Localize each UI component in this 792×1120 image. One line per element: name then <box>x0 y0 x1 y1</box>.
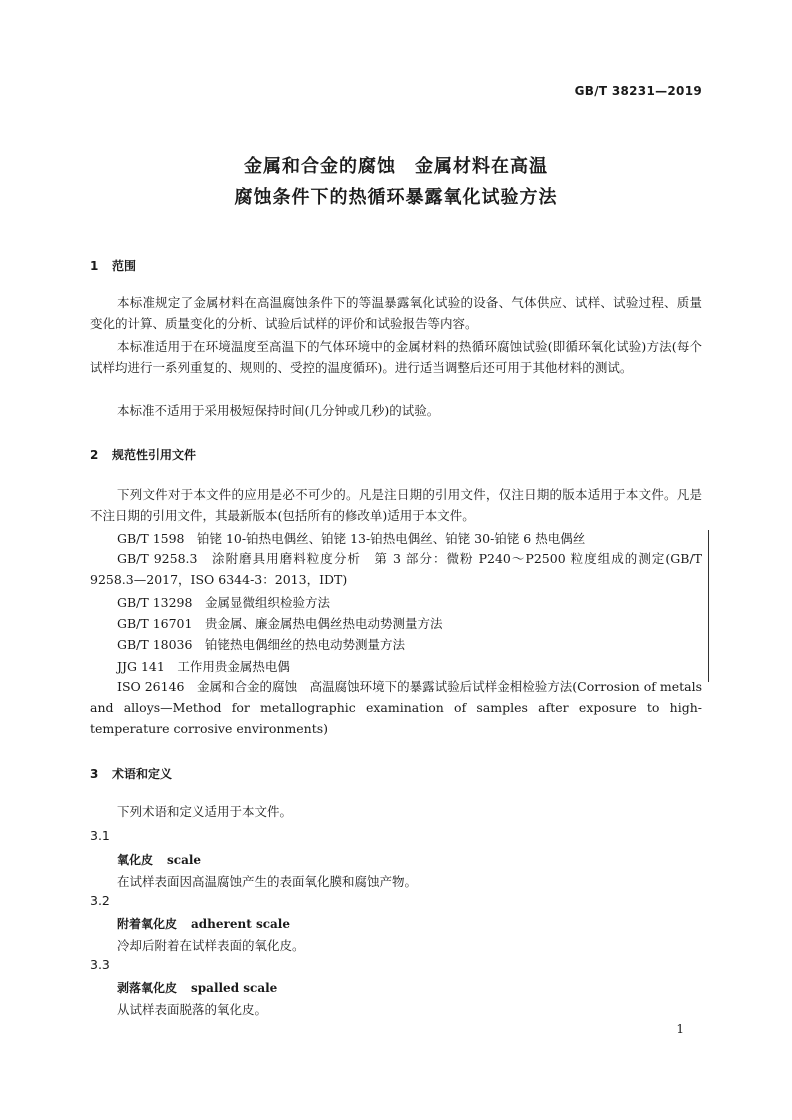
section-1-heading <box>90 257 136 274</box>
reference-item: GB/T 16701 贵金属、廉金属热电偶丝热电动势测量方法 <box>117 616 443 631</box>
term-en: adherent scale <box>191 917 290 931</box>
term-heading <box>117 979 277 996</box>
term-definition: 从试样表面脱落的氧化皮。 <box>117 1002 268 1017</box>
section-title: 术语和定义 <box>112 767 173 781</box>
page-number: 1 <box>676 1022 684 1036</box>
revision-bar <box>708 530 709 682</box>
term-number: 3.2 <box>90 893 110 908</box>
term-zh: 附着氧化皮 <box>117 917 178 931</box>
term-definition: 冷却后附着在试样表面的氧化皮。 <box>117 938 305 953</box>
term-number: 3.3 <box>90 957 110 972</box>
section-number: 2 <box>90 448 99 462</box>
term-heading <box>117 851 201 868</box>
term-definition: 在试样表面因高温腐蚀产生的表面氧化膜和腐蚀产物。 <box>117 874 418 889</box>
section-number: 1 <box>90 259 99 273</box>
reference-item: GB/T 13298 金属显微组织检验方法 <box>117 595 330 610</box>
standard-code: GB/T 38231—2019 <box>574 84 702 98</box>
terms-intro: 下列术语和定义适用于本文件。 <box>117 804 293 819</box>
term-zh: 氧化皮 <box>117 853 154 867</box>
term-number: 3.1 <box>90 828 110 843</box>
section-3-heading <box>90 765 172 782</box>
document-title-line-1: 金属和合金的腐蚀 金属材料在高温 <box>244 156 548 177</box>
reference-item: JJG 141 工作用贵金属热电偶 <box>117 659 290 674</box>
scope-paragraph-3: 本标准不适用于采用极短保持时间(几分钟或几秒)的试验。 <box>117 403 440 418</box>
reference-item: ISO 26146 金属和合金的腐蚀 高温腐蚀环境下的暴露试验后试样金相检验方法(Corrosion of metals and alloys—Method for metallographic examination of samples after exposure to high-temperature corrosive environments) <box>90 679 702 736</box>
reference-item: GB/T 9258.3 涂附磨具用磨料粒度分析 第 3 部分：微粉 P240～P2500 粒度组成的测定(GB/T 9258.3—2017，ISO 6344-3：2013，IDT) <box>90 551 702 587</box>
term-zh: 剥落氧化皮 <box>117 981 178 995</box>
term-en: spalled scale <box>191 981 278 995</box>
section-2-heading <box>90 446 196 463</box>
scope-paragraph-1: 本标准规定了金属材料在高温腐蚀条件下的等温暴露氧化试验的设备、气体供应、试样、试验过程、质量变化的计算、质量变化的分析、试验后试样的评价和试验报告等内容。 <box>90 295 702 331</box>
section-title: 规范性引用文件 <box>112 448 197 462</box>
term-en: scale <box>167 853 202 867</box>
section-number: 3 <box>90 767 99 781</box>
scope-paragraph-2: 本标准适用于在环境温度至高温下的气体环境中的金属材料的热循环腐蚀试验(即循环氧化试验)方法(每个试样均进行一系列重复的、规则的、受控的温度循环)。进行适当调整后还可用于其他材料的测试。 <box>90 339 702 375</box>
term-heading <box>117 915 290 932</box>
reference-item: GB/T 1598 铂铑 10-铂热电偶丝、铂铑 13-铂热电偶丝、铂铑 30-铂铑 6 热电偶丝 <box>117 531 586 546</box>
section-title: 范围 <box>112 259 137 273</box>
references-intro: 下列文件对于本文件的应用是必不可少的。凡是注日期的引用文件，仅注日期的版本适用于本文件。凡是不注日期的引用文件，其最新版本(包括所有的修改单)适用于本文件。 <box>90 487 702 523</box>
document-title-line-2: 腐蚀条件下的热循环暴露氧化试验方法 <box>234 187 558 208</box>
reference-item: GB/T 18036 铂铑热电偶细丝的热电动势测量方法 <box>117 637 405 652</box>
